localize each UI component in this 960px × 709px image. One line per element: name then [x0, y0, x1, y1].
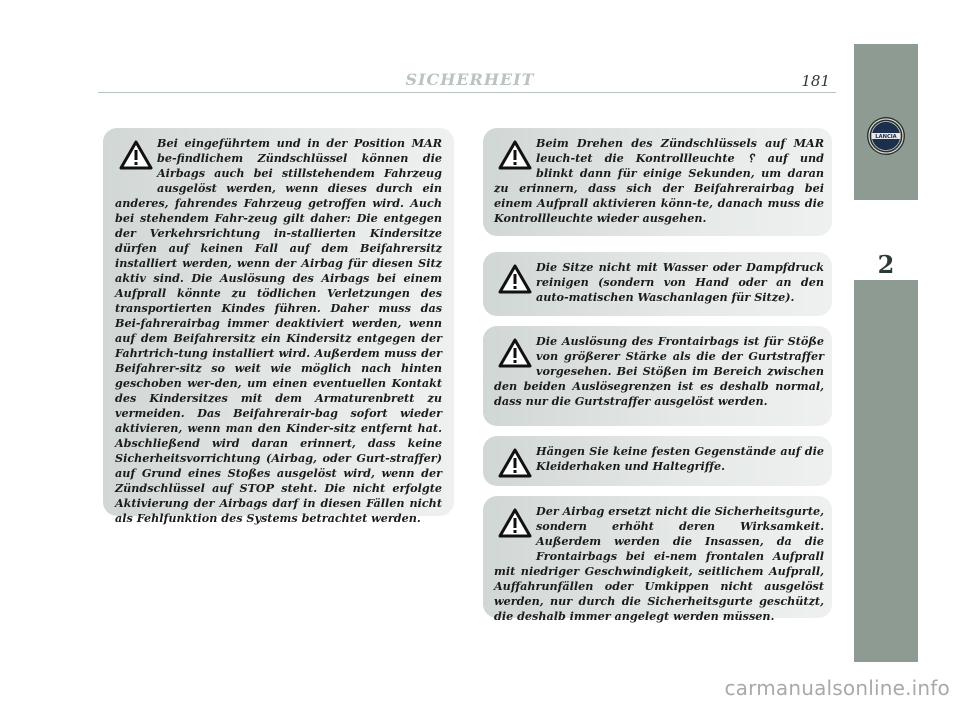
- header-divider: [98, 92, 836, 93]
- logo-text: LANCIA: [875, 134, 897, 140]
- warning-box-airbag-child-seat: [103, 128, 454, 525]
- page-number: 181: [801, 72, 830, 90]
- chapter-number: 2: [877, 250, 895, 279]
- warning-triangle-icon: [494, 504, 536, 552]
- chapter-sidebar: [854, 44, 918, 662]
- warning-box-seatbelts: [483, 496, 832, 623]
- warning-triangle-icon: [494, 444, 536, 478]
- warning-box-coat-hooks: [483, 436, 832, 486]
- warning-text: Bei eingeführtem und in der Position MAR be-findlichem Zündschlüssel können die Airbags auch bei stillstehendem Fahrzeug ausgelöst werden, wenn dieses durch ein anderes, fahrendes Fahrzeug getroffen wird. Auch bei stehendem Fahr-zeug gilt daher: Die entgegen der Verkehrsrichtung in-stallierten Kindersitze dürfen auf keinen Fall auf dem Beifahrersitz installiert werden, wenn der Airbag für diesen Sitz aktiv sind. Die Auslösung des Airbags bei einem Aufprall könnte zu tödlichen Verletzungen des transportierten Kindes führen. Daher muss das Bei-fahrerairbag immer deaktiviert werden, wenn auf dem Beifahrersitz ein Kindersitz entgegen der Fahrtrich-tung installiert wird. Außerdem muss der Beifahrer-sitz so weit wie möglich nach hinten geschoben wer-den, um einen eventuellen Kontakt des Kindersitzes mit dem Armaturenbrett zu vermeiden. Das Beifahrerair-bag sofort wieder aktivieren, wenn man den Kinder-sitz entfernt hat. Abschließend wird daran erinnert, dass keine Sicherheitsvorrichtung (Airbag, oder Gurt-straffer) auf Grund eines Stoßes ausgelöst wird, wenn der Zündschlüssel auf STOP steht. Die nicht erfolgte Aktivierung der Airbags darf in diesen Fällen nicht als Fehlfunktion des Systems betrachtet werden.: [115, 136, 442, 525]
- warning-box-frontairbag-trigger: [483, 326, 832, 426]
- warning-text: Beim Drehen des Zündschlüssels auf MAR leuch-tet die Kontrollleuchte ␦ auf und blinkt dann für einige Sekunden, um daran zu erinnern, dass sich der Beifahrerairbag bei einem Aufprall aktivieren könn-te, danach muss die Kontrollleuchte wieder ausgehen.: [494, 136, 824, 225]
- warning-text: Der Airbag ersetzt nicht die Sicherheitsgurte, sondern erhöht deren Wirksamkeit. Außerdem werden die Insassen, da die Frontairbags bei ei-nem frontalen Aufprall mit niedriger Geschwindigkeit, seitlichem Aufprall, Auffahrunfällen oder Umkippen nicht ausgelöst werden, nur durch die Sicherheitsgurte geschützt, die deshalb immer angelegt werden müssen.: [494, 504, 824, 623]
- lancia-logo-icon: [866, 116, 906, 156]
- warning-text: Hängen Sie keine festen Gegenstände auf die Kleiderhaken und Haltegriffe.: [536, 444, 824, 473]
- warning-triangle-icon: [115, 136, 157, 184]
- warning-box-airbag-lamp: [483, 128, 832, 236]
- page-title: SICHERHEIT: [405, 70, 535, 89]
- watermark: carmanualsonline.info: [724, 676, 950, 700]
- warning-text: Die Auslösung des Frontairbags ist für Stöße von größerer Stärke als die der Gurtstraffer vorgesehen. Bei Stößen im Bereich zwischen den beiden Auslösegrenzen ist es deshalb normal, dass nur die Gurtstraffer ausgelöst werden.: [494, 334, 824, 408]
- warning-box-seat-cleaning: [483, 252, 832, 316]
- warning-triangle-icon: [494, 136, 536, 176]
- warning-triangle-icon: [494, 334, 536, 374]
- warning-text: Die Sitze nicht mit Wasser oder Dampfdruck reinigen (sondern von Hand oder an den auto-matischen Waschanlagen für Sitze).: [536, 260, 824, 304]
- warning-triangle-icon: [494, 260, 536, 294]
